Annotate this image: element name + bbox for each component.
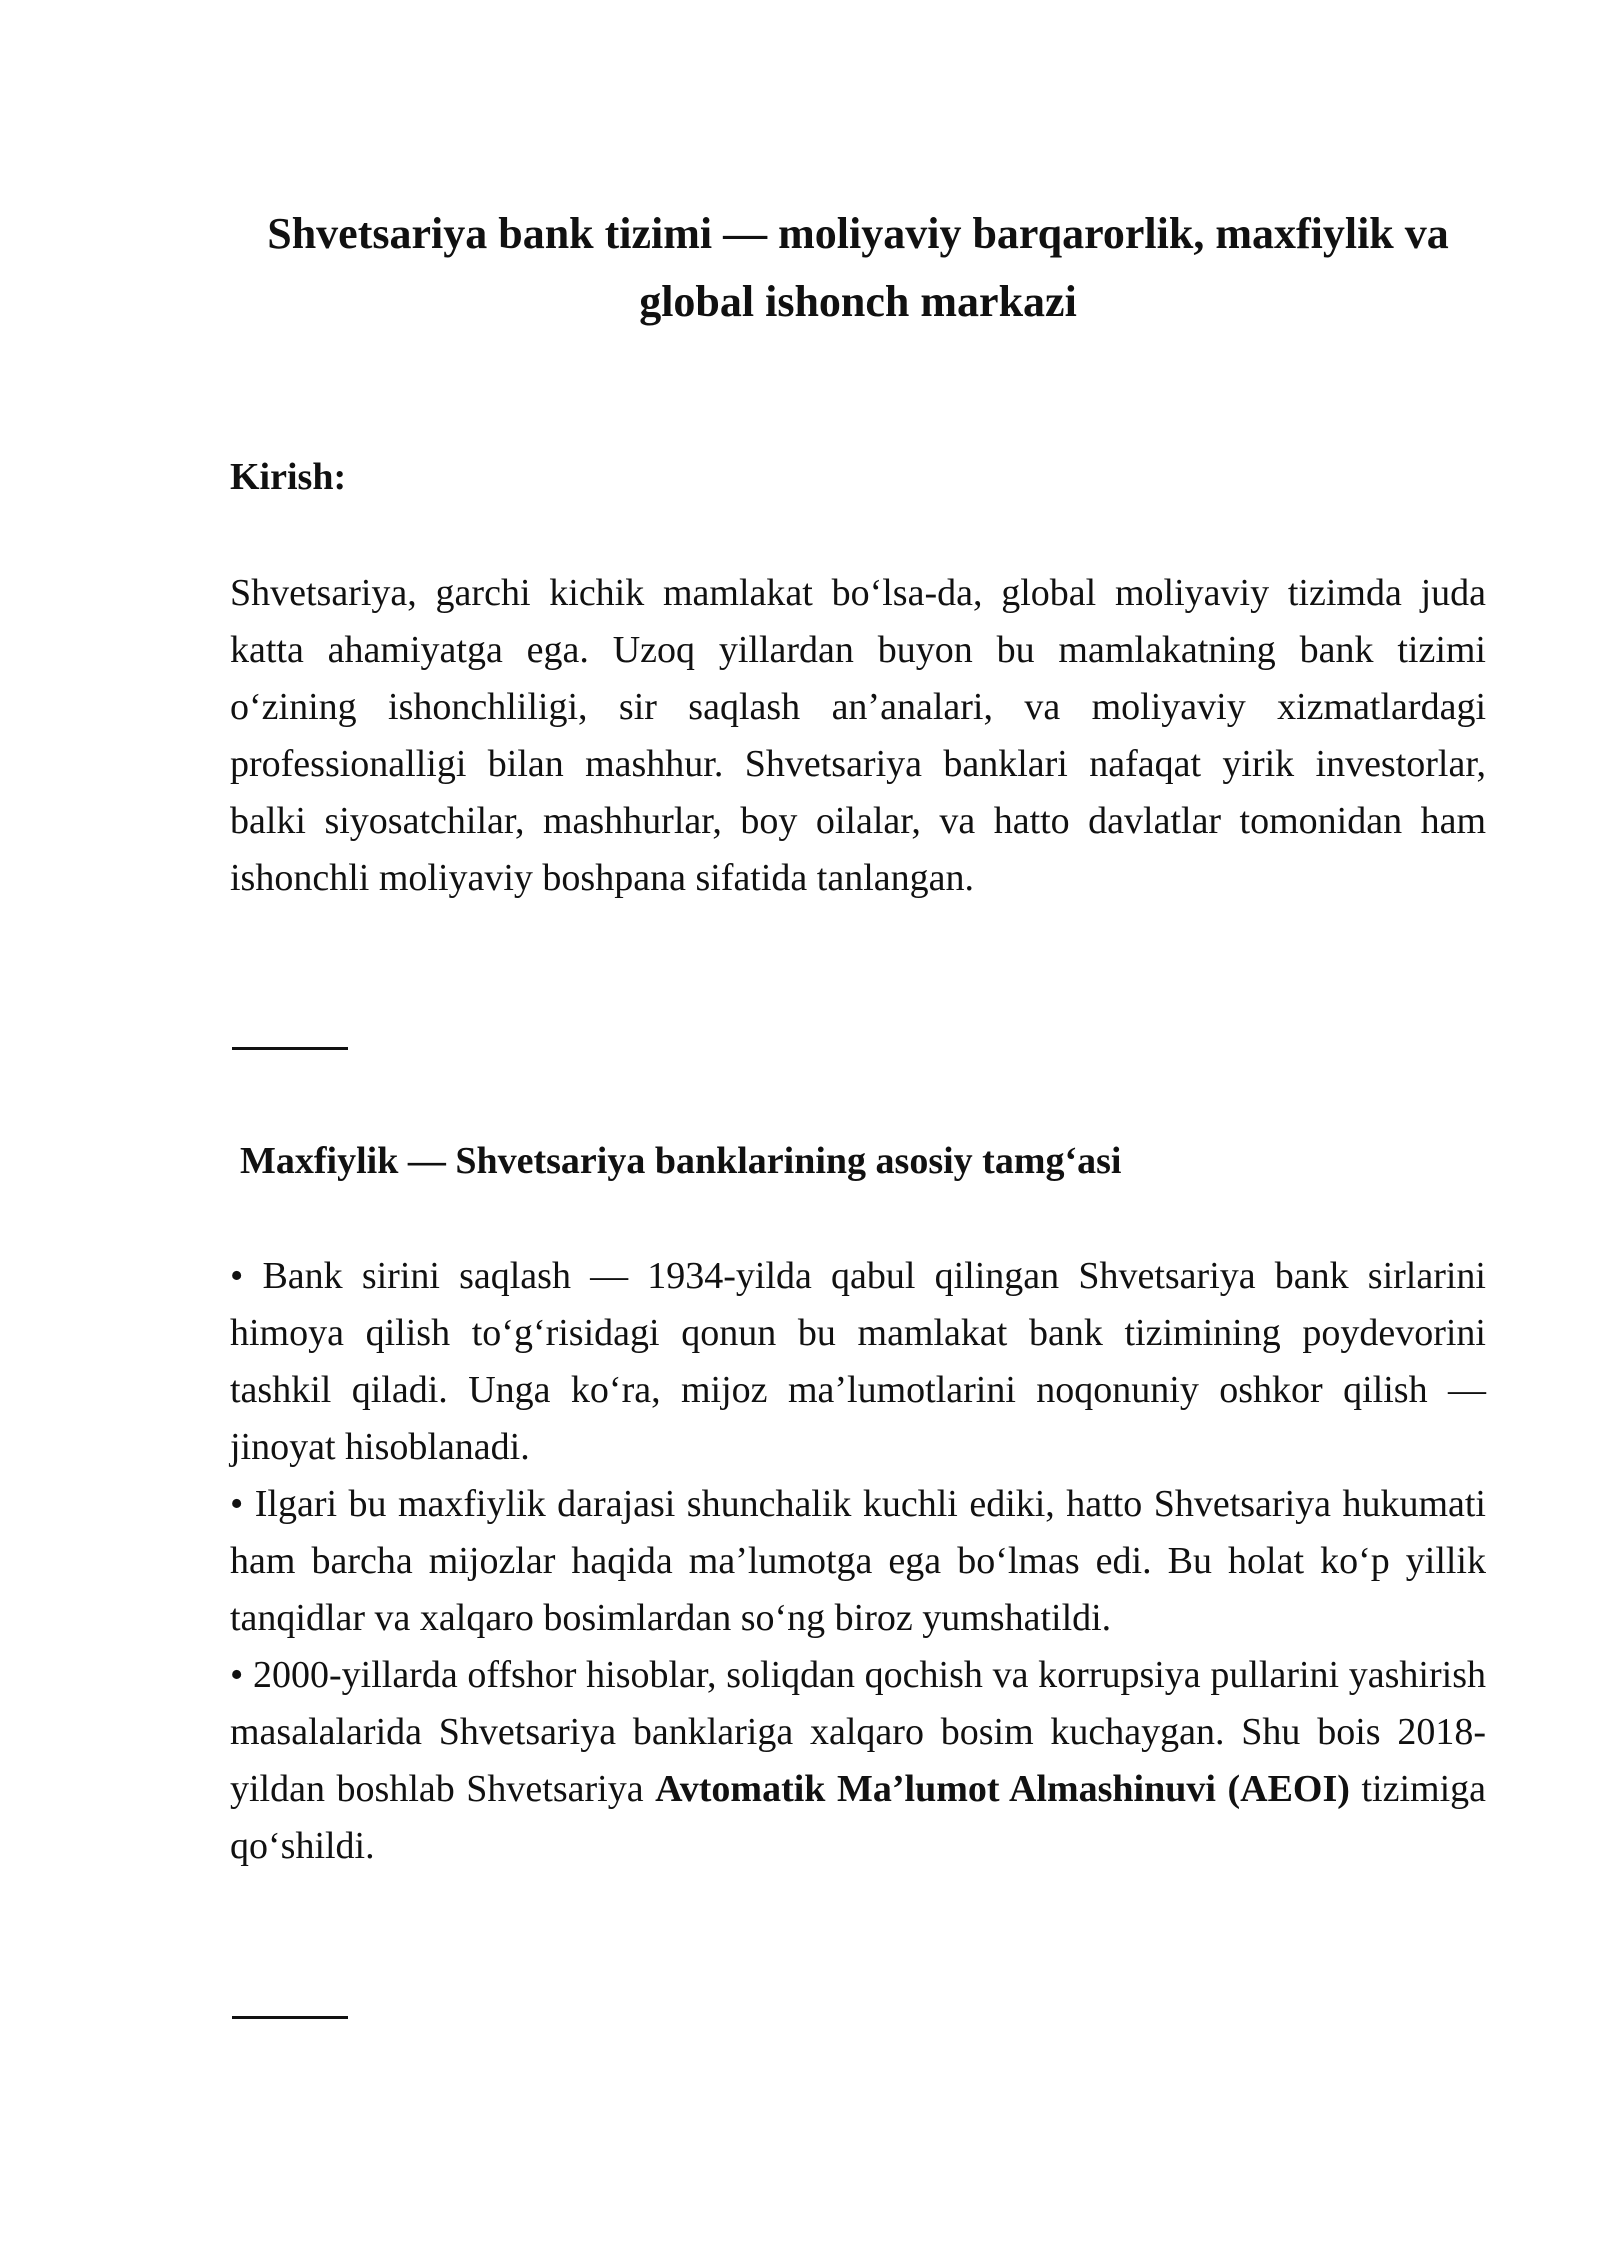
- intro-heading: Kirish:: [230, 456, 347, 498]
- document-title: Shvetsariya bank tizimi — moliyaviy barqarorlik, maxfiylik va global ishonch markazi: [267, 209, 1449, 326]
- bullet-item: • Bank sirini saqlash — 1934-yilda qabul qilingan Shvetsariya bank sirlarini himoya qilish to‘g‘risidagi qonun bu mamlakat bank tizimining poydevorini tashkil qiladi. Unga ko‘ra, mijoz ma’lumotlarini noqonuniy oshkor qilish — jinoyat hisoblanadi.: [230, 1255, 1486, 1468]
- intro-paragraph: Shvetsariya, garchi kichik mamlakat bo‘lsa-da, global moliyaviy tizimda juda katta ahamiyatga ega. Uzoq yillardan buyon bu mamlakatning bank tizimi o‘zining ishonchliligi, sir saqlash an’analari, va moliyaviy xizmatlardagi professionalligi bilan mashhur. Shvetsariya banklari nafaqat yirik investorlar, balki siyosatchilar, mashhurlar, boy oilalar, va hatto davlatlar tomonidan ham ishonchli moliyaviy boshpana sifatida tanlangan.: [230, 572, 1486, 899]
- bullet-item: [230, 1647, 1486, 1875]
- bullet-list: [230, 1248, 1486, 1875]
- section-divider: [232, 1047, 348, 1050]
- bullet-text: • 2000-yillarda offshor hisoblar, soliqdan qochish va korrupsiya pullarini yashirish masalalarida Shvetsariya banklariga xalqaro bosim kuchaygan. Shu bois 2018-yildan boshlab Shvetsariya: [230, 1654, 1486, 1810]
- section-divider: [232, 2016, 348, 2019]
- bullet-bold-term: Avtomatik Ma’lumot Almashinuvi (AEOI): [655, 1768, 1350, 1810]
- bullet-text: tizimiga qo‘shildi.: [230, 1768, 1486, 1867]
- bullet-item: • Ilgari bu maxfiylik darajasi shunchalik kuchli ediki, hatto Shvetsariya hukumati ham barcha mijozlar haqida ma’lumotga ega bo‘lmas edi. Bu holat ko‘p yillik tanqidlar va xalqaro bosimlardan so‘ng biroz yumshatildi.: [230, 1483, 1486, 1639]
- section-heading: Maxfiylik — Shvetsariya banklarining asosiy tamg‘asi: [240, 1140, 1122, 1182]
